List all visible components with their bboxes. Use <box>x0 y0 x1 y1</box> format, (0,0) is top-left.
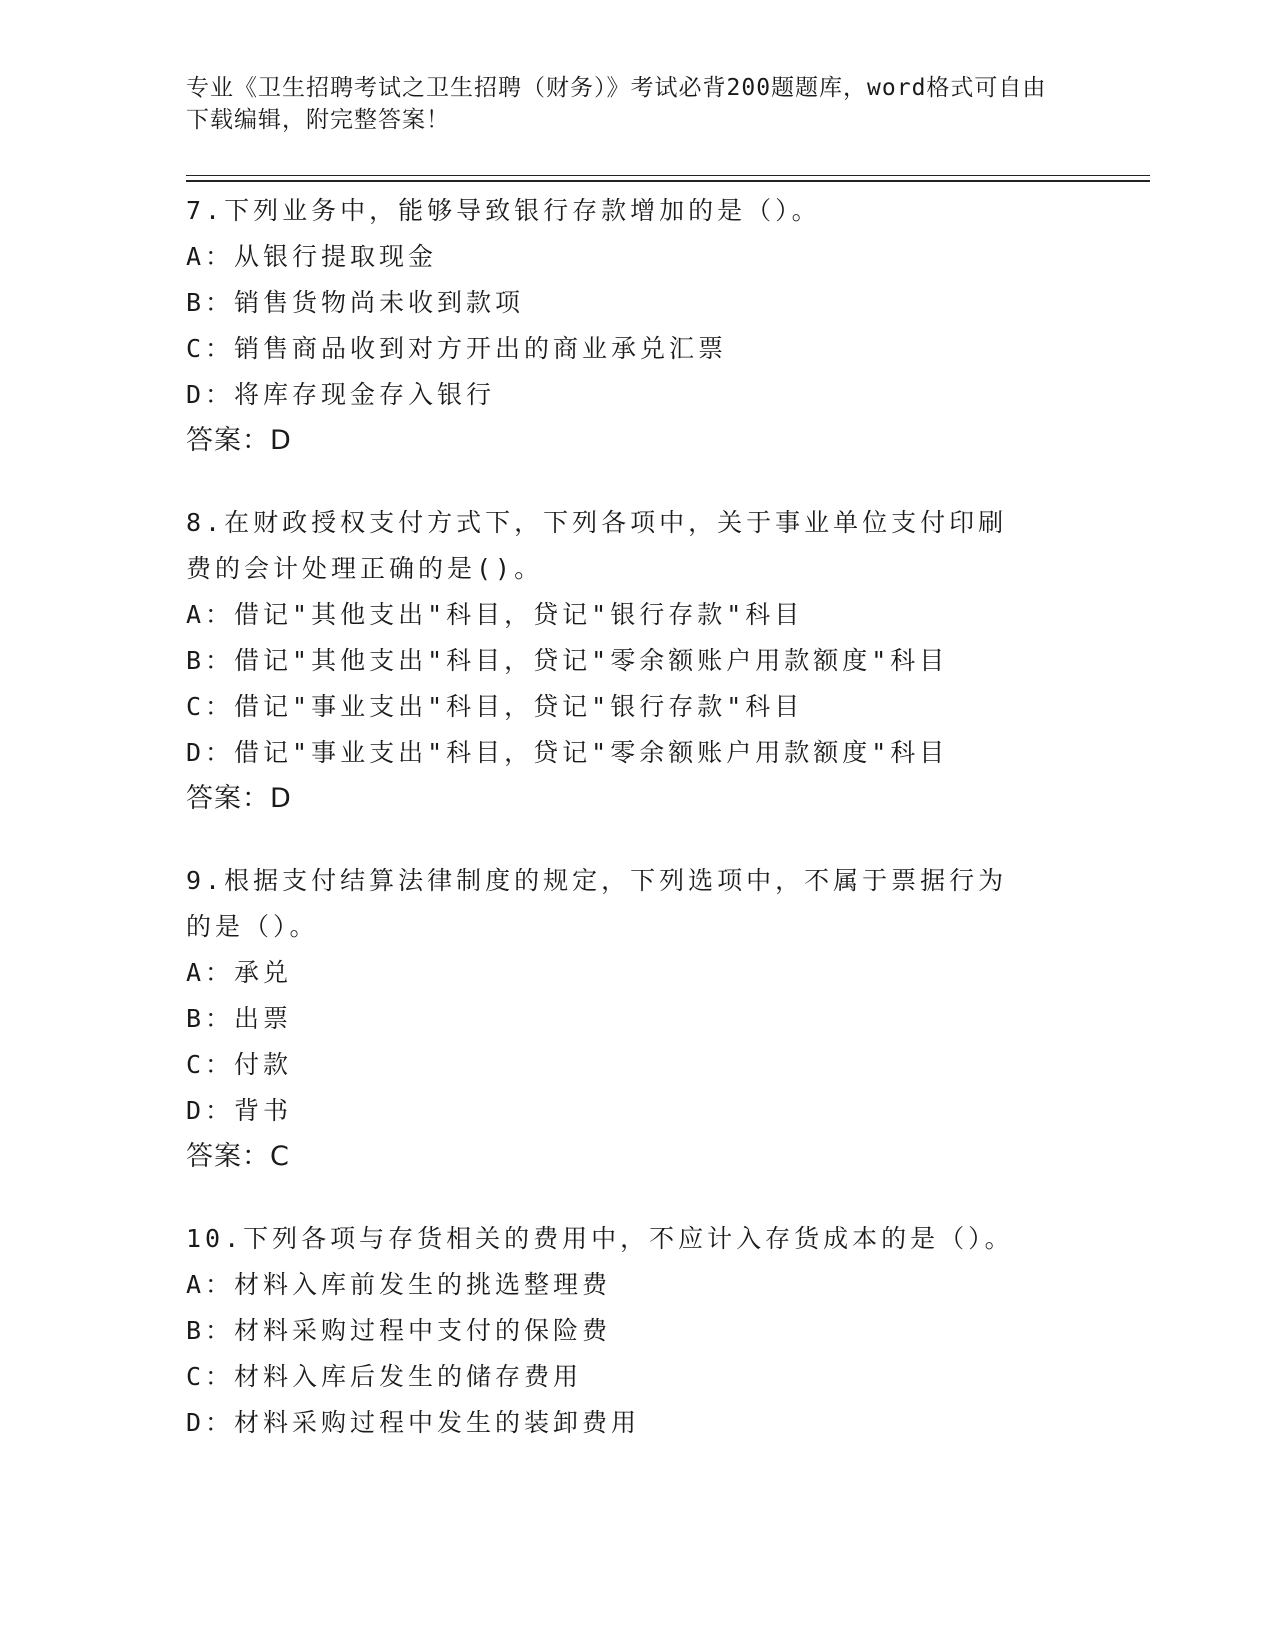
question-stem: 8.在财政授权支付方式下，下列各项中，关于事业单位支付印刷费的会计处理正确的是()。 <box>186 508 1008 583</box>
question-10 <box>186 1216 1086 1446</box>
option-b: B：材料采购过程中支付的保险费 <box>186 1316 612 1345</box>
question-stem: 10.下列各项与存货相关的费用中，不应计入存货成本的是（）。 <box>186 1224 1014 1253</box>
question-7 <box>186 188 1086 464</box>
question-9 <box>186 858 1086 1180</box>
option-a: A：材料入库前发生的挑选整理费 <box>186 1270 612 1299</box>
option-b: B：借记"其他支出"科目，贷记"零余额账户用款额度"科目 <box>186 646 949 675</box>
option-c: C：销售商品收到对方开出的商业承兑汇票 <box>186 334 728 363</box>
option-d: D：借记"事业支出"科目，贷记"零余额账户用款额度"科目 <box>186 738 949 767</box>
answer: 答案：D <box>186 425 292 456</box>
option-c: C：借记"事业支出"科目，贷记"银行存款"科目 <box>186 692 804 721</box>
header-divider-thick <box>186 180 1150 182</box>
question-list <box>186 188 1086 1482</box>
option-d: D：背书 <box>186 1096 293 1125</box>
option-b: B：出票 <box>186 1004 293 1033</box>
question-8 <box>186 500 1086 822</box>
question-stem: 7.下列业务中，能够导致银行存款增加的是（）。 <box>186 196 821 225</box>
option-b: B：销售货物尚未收到款项 <box>186 288 525 317</box>
answer: 答案：D <box>186 783 292 814</box>
option-c: C：材料入库后发生的储存费用 <box>186 1362 583 1391</box>
option-d: D：将库存现金存入银行 <box>186 380 496 409</box>
document-header: 专业《卫生招聘考试之卫生招聘（财务）》考试必背200题题库，word格式可自由下载编辑，附完整答案！ <box>186 75 1047 133</box>
option-a: A：承兑 <box>186 958 293 987</box>
option-a: A：从银行提取现金 <box>186 242 438 271</box>
question-stem: 9.根据支付结算法律制度的规定，下列选项中，不属于票据行为的是（）。 <box>186 866 1008 941</box>
header-divider-thin <box>186 175 1150 176</box>
option-a: A：借记"其他支出"科目，贷记"银行存款"科目 <box>186 600 804 629</box>
option-d: D：材料采购过程中发生的装卸费用 <box>186 1408 641 1437</box>
answer: 答案：C <box>186 1141 290 1172</box>
option-c: C：付款 <box>186 1050 293 1079</box>
